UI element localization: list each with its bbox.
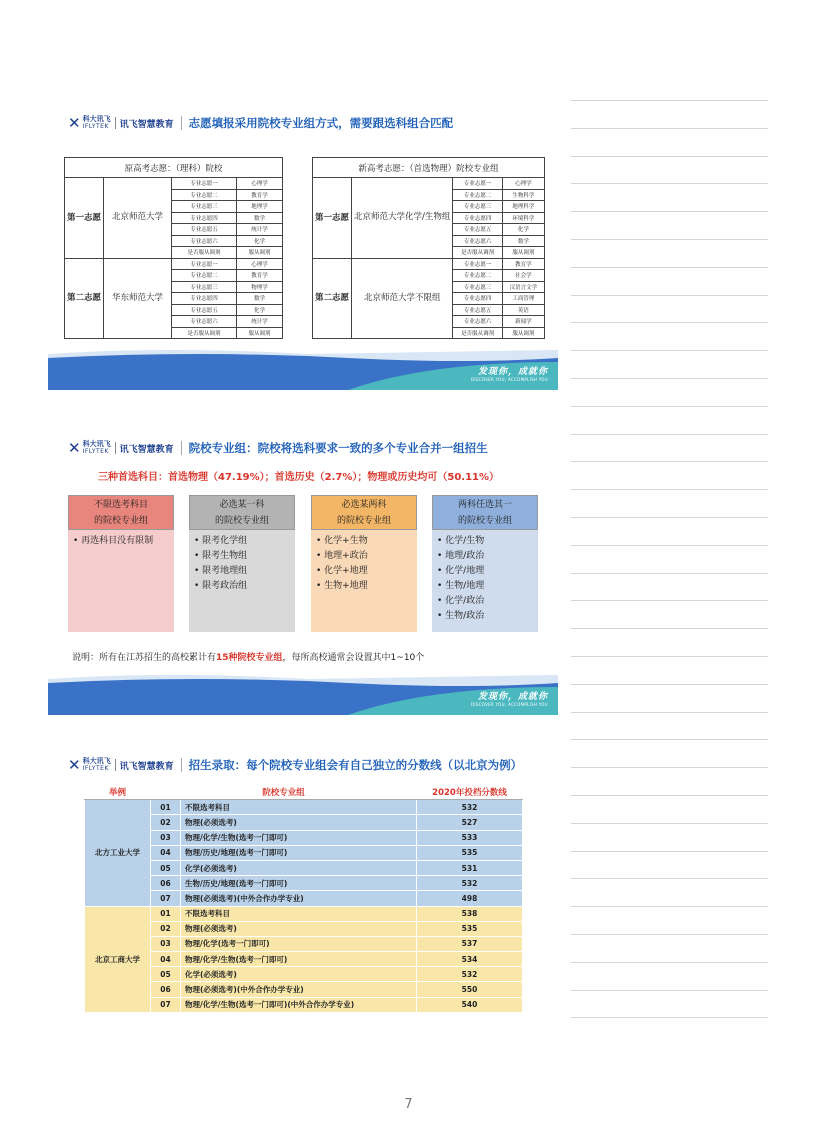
cutoff-score: 534	[417, 952, 523, 967]
note-line	[571, 600, 768, 601]
table-row	[65, 178, 283, 190]
major-slot: 专业志愿二	[453, 189, 502, 201]
list-item: • 限考生物组	[194, 551, 248, 561]
major-slot: 是否服从调剂	[172, 247, 237, 259]
list-item: • 化学/政治	[437, 596, 485, 606]
group-number: 01	[151, 800, 181, 815]
card-body	[311, 530, 417, 632]
group-requirement: 物理(必须选考)	[181, 921, 417, 936]
note-line	[571, 267, 768, 268]
note-line	[571, 851, 768, 852]
table-row	[313, 178, 545, 190]
note-line	[571, 573, 768, 574]
major-name: 教育学	[236, 270, 282, 282]
major-slot: 专业志愿三	[453, 281, 502, 293]
cutoff-score: 550	[417, 982, 523, 997]
slide-note: 说明：所有在江苏招生的高校累计有15种院校专业组，每所高校通常会设置其中1~10个	[72, 653, 425, 663]
major-name: 英语	[502, 304, 544, 316]
note-line	[571, 322, 768, 323]
list-item: • 限考化学组	[194, 536, 248, 546]
iflytek-logo: ✕ 科大讯飞 IFLYTEK 讯飞智慧教育	[68, 756, 174, 774]
note-line	[571, 962, 768, 963]
note-line	[571, 239, 768, 240]
list-item: • 生物/政治	[437, 611, 485, 621]
iflytek-logo: ✕ 科大讯飞 IFLYTEK 讯飞智慧教育	[68, 114, 174, 132]
group-requirement: 化学(必须选考)	[181, 860, 417, 875]
list-item: • 地理/政治	[437, 551, 485, 561]
cutoff-score: 535	[417, 921, 523, 936]
column-header: 举例	[85, 785, 151, 800]
major-slot: 专业志愿五	[172, 304, 237, 316]
table-row	[85, 830, 523, 845]
major-name: 教育学	[236, 189, 282, 201]
column-header: 2020年投档分数线	[417, 785, 523, 800]
group-number: 07	[151, 997, 181, 1012]
note-line	[571, 434, 768, 435]
group-number: 04	[151, 952, 181, 967]
university-name: 北方工业大学	[85, 800, 151, 906]
table-header: 原高考志愿：（理科）院校	[65, 158, 283, 178]
group-requirement: 物理(必须选考)(中外合作办学专业)	[181, 982, 417, 997]
major-name: 生物科学	[502, 189, 544, 201]
table-row	[85, 906, 523, 921]
note-line	[571, 183, 768, 184]
iflytek-logo: ✕ 科大讯飞 IFLYTEK 讯飞智慧教育	[68, 439, 174, 457]
card-body	[68, 530, 174, 632]
note-line	[571, 295, 768, 296]
major-name: 心理学	[502, 178, 544, 190]
note-line	[571, 100, 768, 101]
group-type-card	[189, 495, 295, 633]
major-name: 统计学	[236, 224, 282, 236]
group-type-card	[311, 495, 417, 633]
table-row	[313, 258, 545, 270]
major-slot: 专业志愿一	[453, 178, 502, 190]
table-header: 新高考志愿：（首选物理）院校专业组	[313, 158, 545, 178]
list-item: • 限考地理组	[194, 566, 248, 576]
group-number: 03	[151, 936, 181, 951]
major-slot: 专业志愿四	[172, 212, 237, 224]
group-requirement: 物理/历史/地理(选考一门即可)	[181, 845, 417, 860]
cutoff-score: 538	[417, 906, 523, 921]
page-number: 7	[404, 1097, 413, 1112]
major-slot: 专业志愿五	[453, 304, 502, 316]
cutoff-score: 527	[417, 815, 523, 830]
major-slot: 专业志愿六	[172, 316, 237, 328]
note-line	[571, 684, 768, 685]
group-number: 01	[151, 906, 181, 921]
major-name: 服从调剂	[236, 327, 282, 339]
group-number: 05	[151, 967, 181, 982]
group-number: 02	[151, 815, 181, 830]
group-requirement: 不限选考科目	[181, 800, 417, 815]
major-slot: 专业志愿五	[172, 224, 237, 236]
major-name: 服从调剂	[502, 247, 544, 259]
university-name: 北京工商大学	[85, 906, 151, 1012]
note-line	[571, 1017, 768, 1018]
note-line	[571, 878, 768, 879]
cutoff-score: 535	[417, 845, 523, 860]
slide-title: 院校专业组：院校将选科要求一致的多个专业合并一组招生	[188, 441, 488, 455]
table-row	[85, 952, 523, 967]
note-line	[571, 156, 768, 157]
group-number: 06	[151, 982, 181, 997]
school-name: 北京师范大学化学/生物组	[352, 178, 453, 259]
note-line	[571, 128, 768, 129]
major-slot: 专业志愿三	[172, 201, 237, 213]
table-row	[85, 891, 523, 906]
group-requirement: 物理/化学/生物(选考一门即可)	[181, 830, 417, 845]
cutoff-score: 540	[417, 997, 523, 1012]
group-requirement: 物理(必须选考)(中外合作办学专业)	[181, 891, 417, 906]
major-slot: 专业志愿三	[453, 201, 502, 213]
major-name: 地理科学	[502, 201, 544, 213]
major-slot: 专业志愿二	[172, 270, 237, 282]
major-slot: 专业志愿一	[172, 178, 237, 190]
major-name: 环境科学	[502, 212, 544, 224]
iflytek-mark-icon: ✕	[68, 114, 81, 132]
school-name: 北京师范大学不限组	[352, 258, 453, 339]
major-slot: 专业志愿五	[453, 224, 502, 236]
major-slot: 专业志愿四	[172, 293, 237, 305]
major-slot: 专业志愿二	[172, 189, 237, 201]
note-line	[571, 739, 768, 740]
note-line	[571, 545, 768, 546]
note-line	[571, 906, 768, 907]
major-slot: 专业志愿一	[172, 258, 237, 270]
major-slot: 专业志愿四	[453, 212, 502, 224]
slide-header	[68, 756, 522, 774]
group-requirement: 物理/化学/生物(选考一门即可)	[181, 952, 417, 967]
table-row	[85, 815, 523, 830]
note-line	[571, 795, 768, 796]
cutoff-score: 532	[417, 800, 523, 815]
major-name: 社会学	[502, 270, 544, 282]
major-slot: 专业志愿六	[453, 316, 502, 328]
note-line	[571, 656, 768, 657]
major-slot: 专业志愿六	[172, 235, 237, 247]
card-header: 两科任选其一 的院校专业组	[432, 495, 538, 530]
school-name: 华东师范大学	[104, 258, 172, 339]
table-row	[65, 258, 283, 270]
table-row	[85, 997, 523, 1012]
group-requirement: 不限选考科目	[181, 906, 417, 921]
note-line	[571, 378, 768, 379]
major-slot: 是否服从调剂	[453, 247, 502, 259]
major-name: 物理学	[236, 281, 282, 293]
score-table	[84, 784, 523, 1013]
group-number: 03	[151, 830, 181, 845]
group-requirement: 化学(必须选考)	[181, 967, 417, 982]
group-number: 06	[151, 876, 181, 891]
major-name: 教育学	[502, 258, 544, 270]
major-name: 地理学	[236, 201, 282, 213]
list-item: • 限考政治组	[194, 581, 248, 591]
note-line	[571, 461, 768, 462]
major-name: 化学	[502, 224, 544, 236]
note-line	[571, 628, 768, 629]
card-header: 不限选考科目 的院校专业组	[68, 495, 174, 530]
cutoff-score: 532	[417, 967, 523, 982]
group-number: 02	[151, 921, 181, 936]
group-number: 04	[151, 845, 181, 860]
note-line	[571, 712, 768, 713]
card-header: 必选某两科 的院校专业组	[311, 495, 417, 530]
iflytek-mark-icon: ✕	[68, 439, 81, 457]
major-name: 化学	[236, 304, 282, 316]
note-line	[571, 823, 768, 824]
major-name: 汉语言文学	[502, 281, 544, 293]
note-line	[571, 211, 768, 212]
list-item: • 生物/地理	[437, 581, 485, 591]
group-requirement: 物理(必须选考)	[181, 815, 417, 830]
major-name: 数学	[236, 293, 282, 305]
note-line	[571, 489, 768, 490]
cutoff-score: 532	[417, 876, 523, 891]
major-name: 数学	[502, 235, 544, 247]
slide-admission-scores	[48, 742, 558, 1032]
volunteer-label: 第二志愿	[65, 258, 104, 339]
group-type-card	[68, 495, 174, 633]
group-requirement: 物理/化学(选考一门即可)	[181, 936, 417, 951]
table-row	[85, 936, 523, 951]
group-requirement: 物理/化学/生物(选考一门即可)(中外合作办学专业)	[181, 997, 417, 1012]
note-line	[571, 767, 768, 768]
list-item: • 生物+地理	[316, 581, 368, 591]
note-line	[571, 406, 768, 407]
slide-subtitle: 三种首选科目：首选物理（47.19%）；首选历史（2.7%）；物理或历史均可（50.11%）	[98, 472, 500, 483]
cutoff-score: 537	[417, 936, 523, 951]
major-name: 新闻学	[502, 316, 544, 328]
slide-header	[68, 439, 488, 457]
slide-title: 志愿填报采用院校专业组方式，需要跟选科组合匹配	[188, 116, 454, 130]
group-requirement: 生物/历史/地理(选考一门即可)	[181, 876, 417, 891]
major-slot: 专业志愿二	[453, 270, 502, 282]
slide-banner: 发现你，成就你 DISCOVER YOU, ACCOMPLISH YOU	[48, 673, 558, 715]
list-item: • 化学/生物	[437, 536, 485, 546]
list-item: • 化学/地理	[437, 566, 485, 576]
major-slot: 专业志愿三	[172, 281, 237, 293]
volunteer-label: 第二志愿	[313, 258, 352, 339]
group-number: 07	[151, 891, 181, 906]
major-slot: 是否服从调剂	[172, 327, 237, 339]
table-row	[85, 800, 523, 815]
old-volunteer-table	[64, 157, 283, 339]
note-line	[571, 934, 768, 935]
note-line	[571, 990, 768, 991]
table-row	[85, 860, 523, 875]
note-line	[571, 517, 768, 518]
iflytek-mark-icon: ✕	[68, 756, 81, 774]
major-slot: 专业志愿一	[453, 258, 502, 270]
group-type-card	[432, 495, 538, 633]
major-name: 工商管理	[502, 293, 544, 305]
slide-header	[68, 114, 453, 132]
major-name: 统计学	[236, 316, 282, 328]
slide-title: 招生录取：每个院校专业组会有自己独立的分数线（以北京为例）	[188, 758, 523, 772]
cutoff-score: 533	[417, 830, 523, 845]
major-name: 心理学	[236, 258, 282, 270]
slide-major-groups	[48, 425, 558, 715]
cutoff-score: 531	[417, 860, 523, 875]
major-name: 服从调剂	[236, 247, 282, 259]
major-slot: 专业志愿四	[453, 293, 502, 305]
slide-banner: 发现你，成就你 DISCOVER YOU, ACCOMPLISH YOU	[48, 348, 558, 390]
table-row	[85, 876, 523, 891]
volunteer-label: 第一志愿	[313, 178, 352, 259]
school-name: 北京师范大学	[104, 178, 172, 259]
list-item: • 再选科目没有限制	[73, 536, 154, 546]
column-header: 院校专业组	[151, 785, 417, 800]
major-name: 化学	[236, 235, 282, 247]
list-item: • 化学+地理	[316, 566, 368, 576]
major-name: 服从调剂	[502, 327, 544, 339]
major-name: 心理学	[236, 178, 282, 190]
list-item: • 化学+生物	[316, 536, 368, 546]
note-line	[571, 350, 768, 351]
table-row	[85, 921, 523, 936]
list-item: • 地理+政治	[316, 551, 368, 561]
volunteer-label: 第一志愿	[65, 178, 104, 259]
cutoff-score: 498	[417, 891, 523, 906]
major-name: 数学	[236, 212, 282, 224]
major-slot: 专业志愿六	[453, 235, 502, 247]
group-number: 05	[151, 860, 181, 875]
card-header: 必选某一科 的院校专业组	[189, 495, 295, 530]
card-body	[432, 530, 538, 632]
new-volunteer-table	[312, 157, 545, 339]
table-row	[85, 982, 523, 997]
table-row	[85, 967, 523, 982]
slide-volunteer-comparison	[48, 100, 558, 390]
major-slot: 是否服从调剂	[453, 327, 502, 339]
table-row	[85, 845, 523, 860]
card-body	[189, 530, 295, 632]
